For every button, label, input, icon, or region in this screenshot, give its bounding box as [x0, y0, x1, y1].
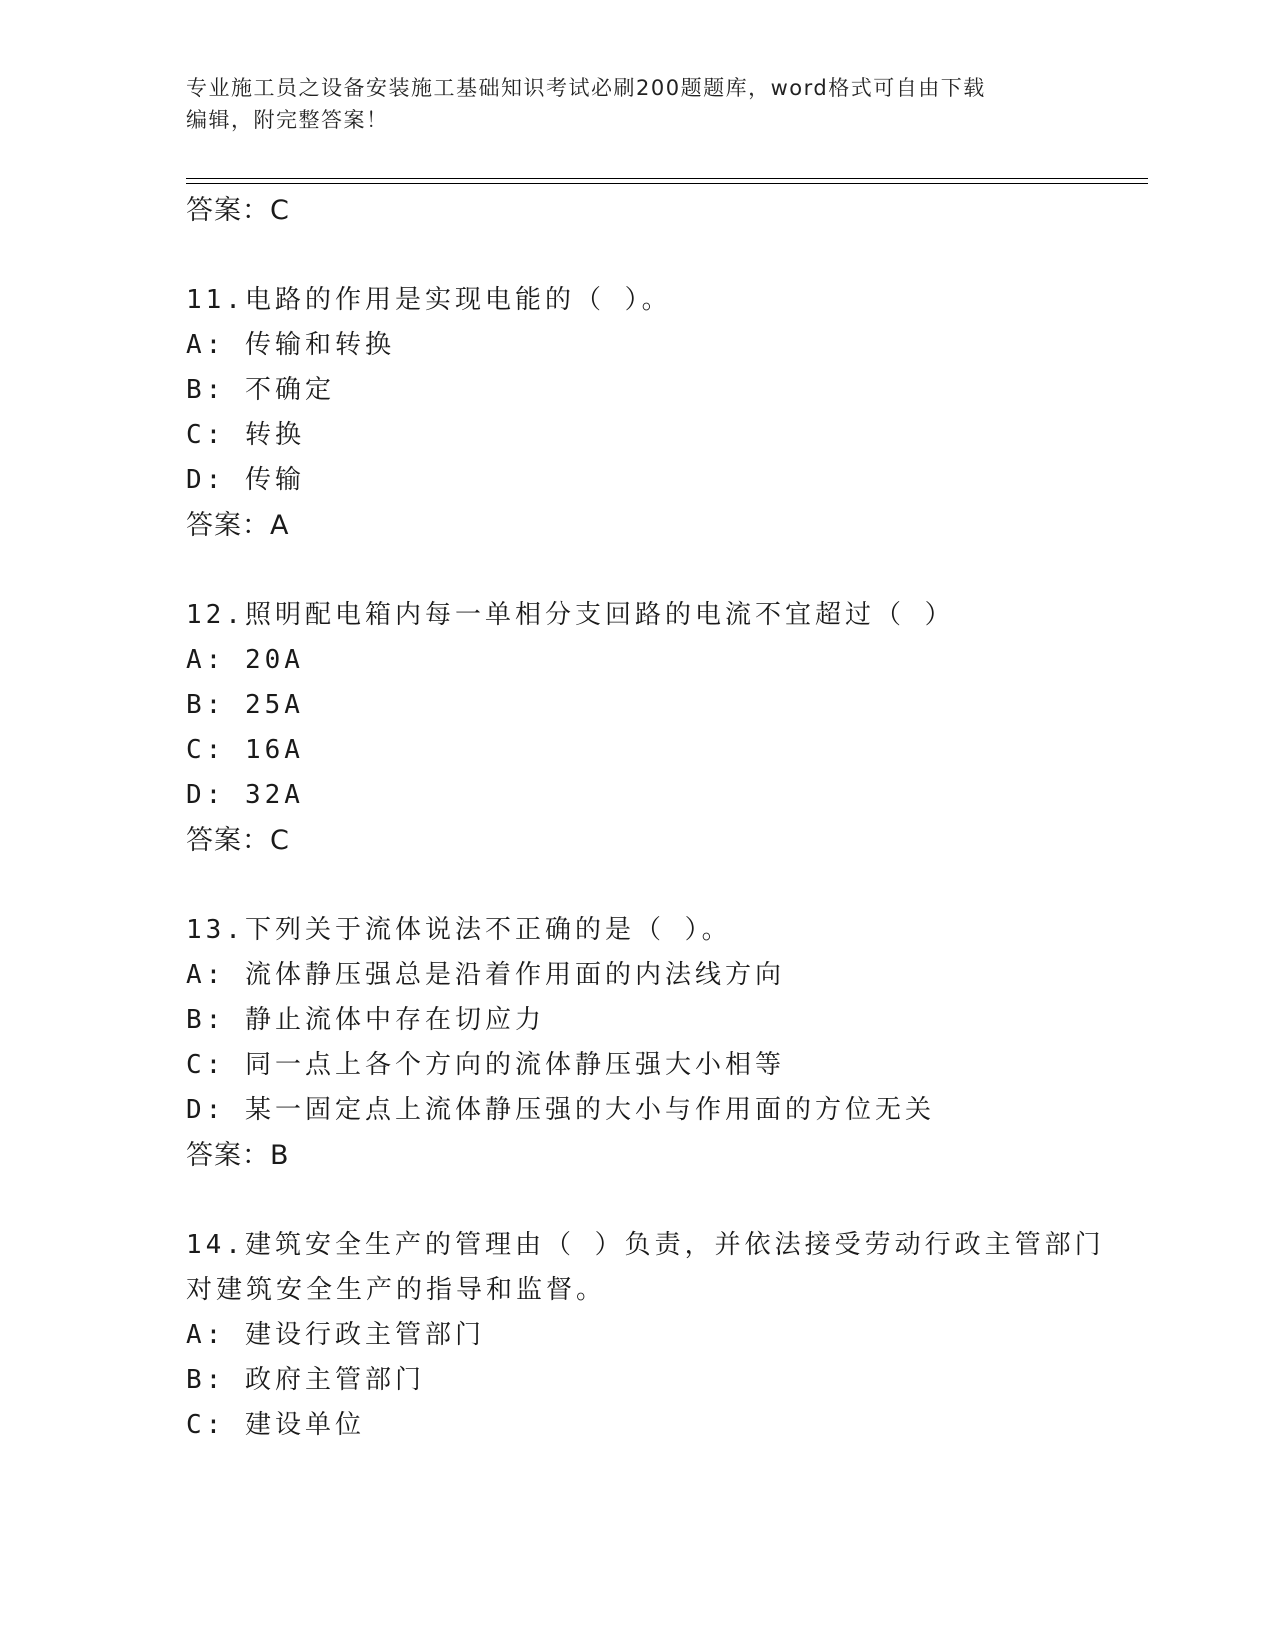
header-line-1: 专业施工员之设备安装施工基础知识考试必刷200题题库，word格式可自由下载 — [186, 76, 986, 100]
option-c: C: 建设单位 — [186, 1410, 365, 1440]
document-header — [186, 72, 1086, 136]
option-a: A: 20A — [186, 645, 304, 675]
spacer — [186, 863, 1086, 908]
spacer — [186, 548, 1086, 593]
question-11 — [186, 278, 1086, 548]
option-b: B: 不确定 — [186, 375, 335, 405]
question-13 — [186, 908, 1086, 1178]
question-14 — [186, 1223, 1105, 1448]
option-b: B: 政府主管部门 — [186, 1365, 425, 1395]
question-title: 12.照明配电箱内每一单相分支回路的电流不宜超过（ ） — [186, 600, 955, 630]
spacer — [186, 233, 1086, 278]
option-d: D: 32A — [186, 780, 304, 810]
header-rule-bottom — [186, 183, 1148, 184]
question-title: 11.电路的作用是实现电能的（ ）。 — [186, 285, 672, 315]
question-title-line-1: 14.建筑安全生产的管理由（ ）负责，并依法接受劳动行政主管部门 — [186, 1230, 1105, 1260]
option-c: C: 转换 — [186, 420, 305, 450]
question-title-line-2: 对建筑安全生产的指导和监督。 — [186, 1275, 607, 1305]
option-a: A: 流体静压强总是沿着作用面的内法线方向 — [186, 960, 785, 990]
option-d: D: 传输 — [186, 465, 305, 495]
option-a: A: 传输和转换 — [186, 330, 395, 360]
previous-answer: 答案：C — [186, 195, 290, 226]
question-12 — [186, 593, 1086, 863]
header-line-2: 编辑，附完整答案！ — [186, 108, 389, 132]
answer: 答案：B — [186, 1140, 290, 1171]
option-b: B: 静止流体中存在切应力 — [186, 1005, 545, 1035]
header-rule-top — [186, 178, 1148, 179]
question-title: 13.下列关于流体说法不正确的是（ ）。 — [186, 915, 732, 945]
option-c: C: 同一点上各个方向的流体静压强大小相等 — [186, 1050, 785, 1080]
spacer — [186, 1178, 1086, 1223]
option-c: C: 16A — [186, 735, 304, 765]
option-a: A: 建设行政主管部门 — [186, 1320, 485, 1350]
option-d: D: 某一固定点上流体静压强的大小与作用面的方位无关 — [186, 1095, 935, 1125]
question-list — [186, 188, 1105, 1448]
option-b: B: 25A — [186, 690, 304, 720]
answer: 答案：A — [186, 510, 290, 541]
answer: 答案：C — [186, 825, 290, 856]
